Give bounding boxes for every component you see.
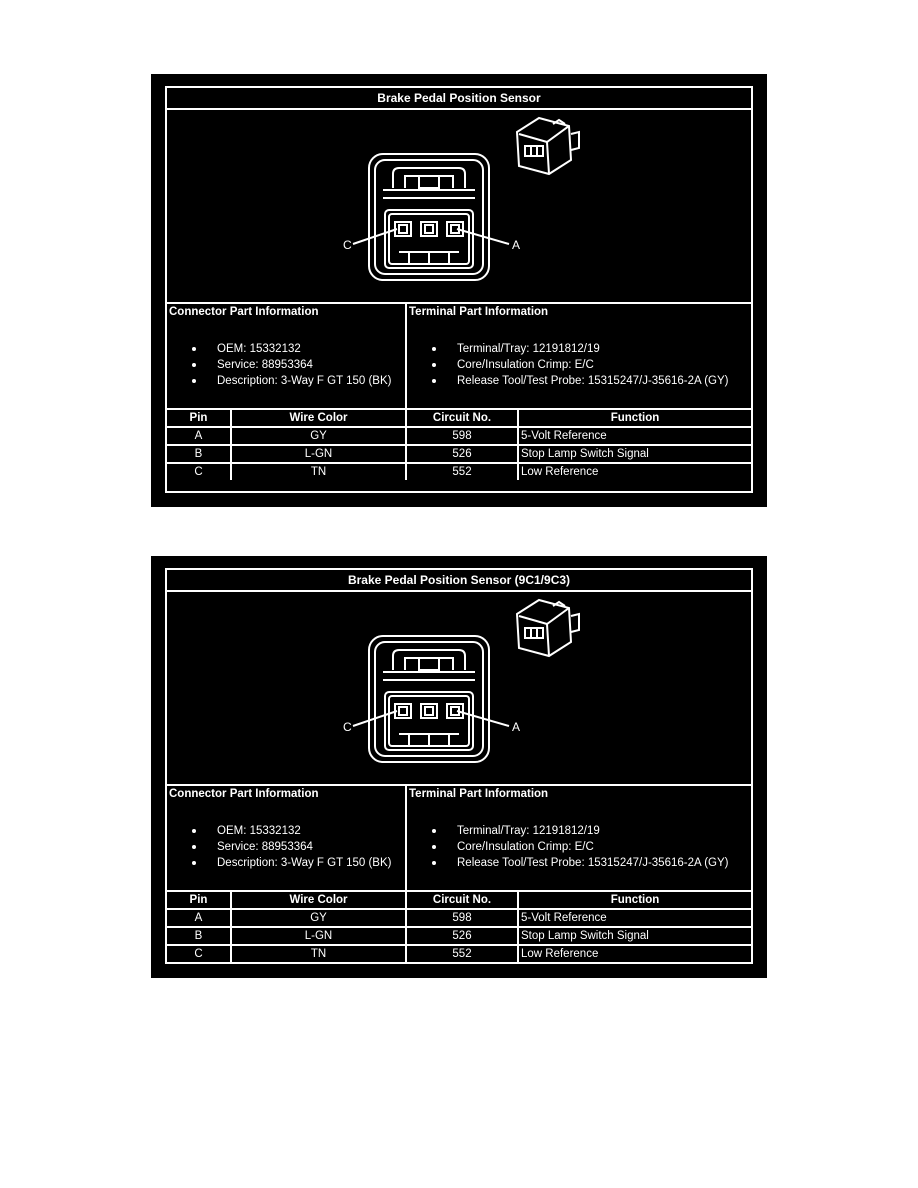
pinout-table — [167, 410, 751, 480]
list-item: Terminal/Tray: 12191812/19 — [407, 341, 729, 357]
connector-panel-1 — [151, 74, 767, 507]
connector-frame — [165, 86, 753, 493]
table-cell: L-GN — [231, 445, 406, 463]
table-cell: 552 — [406, 945, 518, 962]
column-header: Wire Color — [231, 892, 406, 909]
table-row — [167, 909, 751, 927]
pin-label-right: A — [512, 720, 521, 734]
connector-part-info — [167, 304, 407, 408]
table-cell: 598 — [406, 909, 518, 927]
pin-label-left: C — [343, 720, 352, 734]
table-cell: C — [167, 945, 231, 962]
pinout-table — [167, 892, 751, 962]
list-item: Description: 3-Way F GT 150 (BK) — [167, 855, 391, 871]
connector-diagram — [167, 592, 751, 786]
table-cell: L-GN — [231, 927, 406, 945]
table-row — [167, 945, 751, 962]
connector-info-list — [167, 823, 391, 871]
list-item: Description: 3-Way F GT 150 (BK) — [167, 373, 391, 389]
column-header: Circuit No. — [406, 410, 518, 427]
table-row — [167, 463, 751, 480]
table-row — [167, 445, 751, 463]
table-cell: GY — [231, 909, 406, 927]
table-cell: Stop Lamp Switch Signal — [518, 927, 751, 945]
table-header-row — [167, 410, 751, 427]
table-cell: TN — [231, 463, 406, 480]
terminal-part-info — [407, 304, 751, 408]
column-header: Pin — [167, 410, 231, 427]
column-header: Function — [518, 410, 751, 427]
panel-title: Brake Pedal Position Sensor (9C1/9C3) — [167, 570, 751, 592]
column-header: Function — [518, 892, 751, 909]
list-item: Terminal/Tray: 12191812/19 — [407, 823, 729, 839]
table-cell: 5-Volt Reference — [518, 427, 751, 445]
table-cell: B — [167, 445, 231, 463]
connector-part-info — [167, 786, 407, 890]
terminal-info-heading: Terminal Part Information — [409, 306, 549, 318]
panel-title: Brake Pedal Position Sensor — [167, 88, 751, 110]
column-header: Circuit No. — [406, 892, 518, 909]
table-cell: Low Reference — [518, 463, 751, 480]
table-cell: 526 — [406, 927, 518, 945]
list-item: Release Tool/Test Probe: 15315247/J-35616-2A (GY) — [407, 373, 729, 389]
table-cell: GY — [231, 427, 406, 445]
part-information — [167, 304, 751, 410]
list-item: OEM: 15332132 — [167, 823, 391, 839]
table-cell: TN — [231, 945, 406, 962]
table-row — [167, 427, 751, 445]
list-item: Core/Insulation Crimp: E/C — [407, 357, 729, 373]
table-cell: Stop Lamp Switch Signal — [518, 445, 751, 463]
pin-label-left: C — [343, 238, 352, 252]
column-header: Wire Color — [231, 410, 406, 427]
connector-face-drawing — [167, 592, 751, 784]
list-item: Core/Insulation Crimp: E/C — [407, 839, 729, 855]
table-cell: Low Reference — [518, 945, 751, 962]
table-cell: 5-Volt Reference — [518, 909, 751, 927]
connector-face-drawing — [167, 110, 751, 302]
table-cell: 526 — [406, 445, 518, 463]
list-item: OEM: 15332132 — [167, 341, 391, 357]
list-item: Service: 88953364 — [167, 357, 391, 373]
table-cell: C — [167, 463, 231, 480]
connector-panel-2 — [151, 556, 767, 978]
table-cell: A — [167, 909, 231, 927]
terminal-info-list — [407, 823, 729, 871]
table-row — [167, 927, 751, 945]
terminal-part-info — [407, 786, 751, 890]
terminal-info-heading: Terminal Part Information — [409, 788, 549, 800]
connector-info-heading: Connector Part Information — [169, 306, 319, 318]
terminal-info-list — [407, 341, 729, 389]
connector-info-heading: Connector Part Information — [169, 788, 319, 800]
connector-info-list — [167, 341, 391, 389]
column-header: Pin — [167, 892, 231, 909]
table-cell: 598 — [406, 427, 518, 445]
part-information — [167, 786, 751, 892]
pin-label-right: A — [512, 238, 521, 252]
table-cell: 552 — [406, 463, 518, 480]
table-header-row — [167, 892, 751, 909]
table-cell: B — [167, 927, 231, 945]
list-item: Release Tool/Test Probe: 15315247/J-35616-2A (GY) — [407, 855, 729, 871]
connector-diagram — [167, 110, 751, 304]
table-cell: A — [167, 427, 231, 445]
list-item: Service: 88953364 — [167, 839, 391, 855]
connector-frame — [165, 568, 753, 964]
